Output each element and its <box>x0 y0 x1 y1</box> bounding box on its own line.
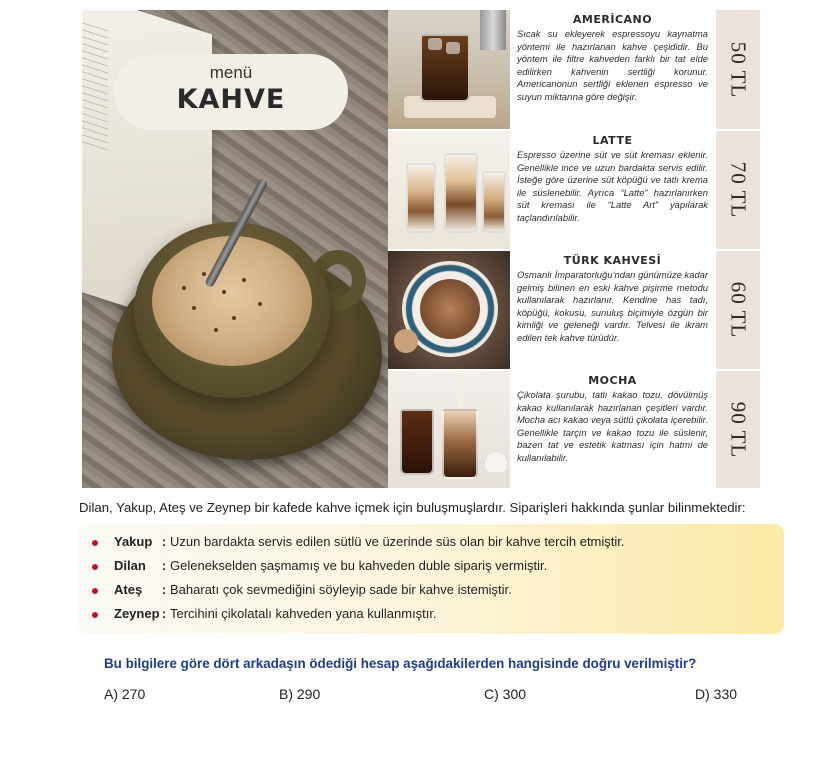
clue-name: Dilan <box>114 558 146 573</box>
clues-box <box>78 524 784 634</box>
clue-colon: : <box>162 534 167 549</box>
bullet-icon <box>92 564 98 570</box>
bullet-icon <box>92 588 98 594</box>
turk-kahvesi-description: Osmanlı İmparatorluğu’ndan günümüze kadar gelmiş bilinen en eski kahve pişirme metodu kullanılarak hazırlanır. Kendine has tadı, köpüğü, kokusu, sunuluş biçimiyle özgün bir kimliği ve geleneği vardır. Telvesi ile ikram edilen tek kahve türüdür. <box>517 269 708 343</box>
turk-kahvesi-name: TÜRK KAHVESİ <box>563 254 662 267</box>
coffee-cup-photo <box>82 10 388 488</box>
turk-kahvesi-price: 60 TL <box>726 281 751 339</box>
question-intro: Dilan, Yakup, Ateş ve Zeynep bir kafede kahve içmek için buluşmuşlardır. Siparişleri hakkında şunlar bilinmektedir: <box>79 500 746 515</box>
menu-title-badge <box>114 54 348 130</box>
clue-text: Tercihini çikolatalı kahveden yana kullanmıştır. <box>170 606 437 621</box>
clue-colon: : <box>162 582 167 597</box>
clue-text: Baharatı çok sevmediğini söyleyip sade bir kahve istemiştir. <box>170 582 512 597</box>
clue-name: Yakup <box>114 534 153 549</box>
clue-name: Ateş <box>114 582 143 597</box>
americano-description: Sıcak su ekleyerek espressoyu kaynatma yöntemi ile hazırlanan kahve çeşididir. Bu yöntem ile filtre kahveden farklı bir tat elde edilirken kahvenin sertliği korunur. Americanonun sertliği eklenen espresso ve suyun miktarına göre değişir. <box>517 28 708 102</box>
menu-item-mocha <box>388 371 760 488</box>
mocha-description: Çikolata şurubu, tatlı kakao tozu, dövülmüş kakao kullanılarak hazırlanan çeşitleri vardır. Mocha acı kakao veya sütlü çikolata içerebilir. Genellikle tarçın ve kakao tozu ile süslenir, bazen tat ve estetik katması için hatmi de kullanılabilir. <box>517 389 708 463</box>
coffee-surface <box>152 236 312 366</box>
clue-text: Gelenekselden şaşmamış ve bu kahveden duble sipariş vermiştir. <box>170 558 548 573</box>
turk-kahvesi-photo <box>388 251 510 369</box>
bullet-icon <box>92 540 98 546</box>
question-text: Bu bilgilere göre dört arkadaşın ödediği hesap aşağıdakilerden hangisinde doğru verilmiştir? <box>104 656 697 671</box>
menu-item-turk-kahvesi <box>388 251 760 369</box>
latte-description: Espresso üzerine süt ve süt kreması eklenir. Genellikle ince ve uzun bardakta servis edilir. İsteğe göre üzerine süt köpüğü ve tatlı krema ile süslenebilir. Ayrıca “Latte” hazırlanırken süt kreması ile “Latte Art” yapılarak taçlandırılabilir. <box>517 149 708 223</box>
latte-price: 70 TL <box>726 161 751 219</box>
americano-price: 50 TL <box>726 41 751 98</box>
latte-photo <box>388 131 510 249</box>
option-c[interactable]: C) 300 <box>484 686 527 702</box>
clue-text: Uzun bardakta servis edilen sütlü ve üzerinde süs olan bir kahve tercih etmiştir. <box>170 534 625 549</box>
mocha-price-box <box>714 371 760 488</box>
option-a[interactable]: A) 270 <box>104 686 146 702</box>
latte-price-box <box>714 131 760 249</box>
americano-price-box <box>714 10 760 129</box>
mocha-price: 90 TL <box>726 401 751 458</box>
bullet-icon <box>92 612 98 618</box>
coffee-menu-image <box>82 10 760 488</box>
menu-item-latte <box>388 131 760 249</box>
option-b[interactable]: B) 290 <box>279 686 321 702</box>
menu-title-big: KAHVE <box>176 84 286 115</box>
option-d[interactable]: D) 330 <box>695 686 738 702</box>
mocha-photo <box>388 371 510 488</box>
clue-name: Zeynep <box>114 606 160 621</box>
clue-colon: : <box>162 558 167 573</box>
americano-name: AMERİCANO <box>572 13 653 26</box>
turk-kahvesi-price-box <box>714 251 760 369</box>
latte-name: LATTE <box>592 134 633 147</box>
menu-title-small: menü <box>209 63 253 82</box>
clue-colon: : <box>162 606 167 621</box>
americano-photo <box>388 10 510 129</box>
menu-item-americano <box>388 10 760 129</box>
mocha-name: MOCHA <box>588 374 637 387</box>
